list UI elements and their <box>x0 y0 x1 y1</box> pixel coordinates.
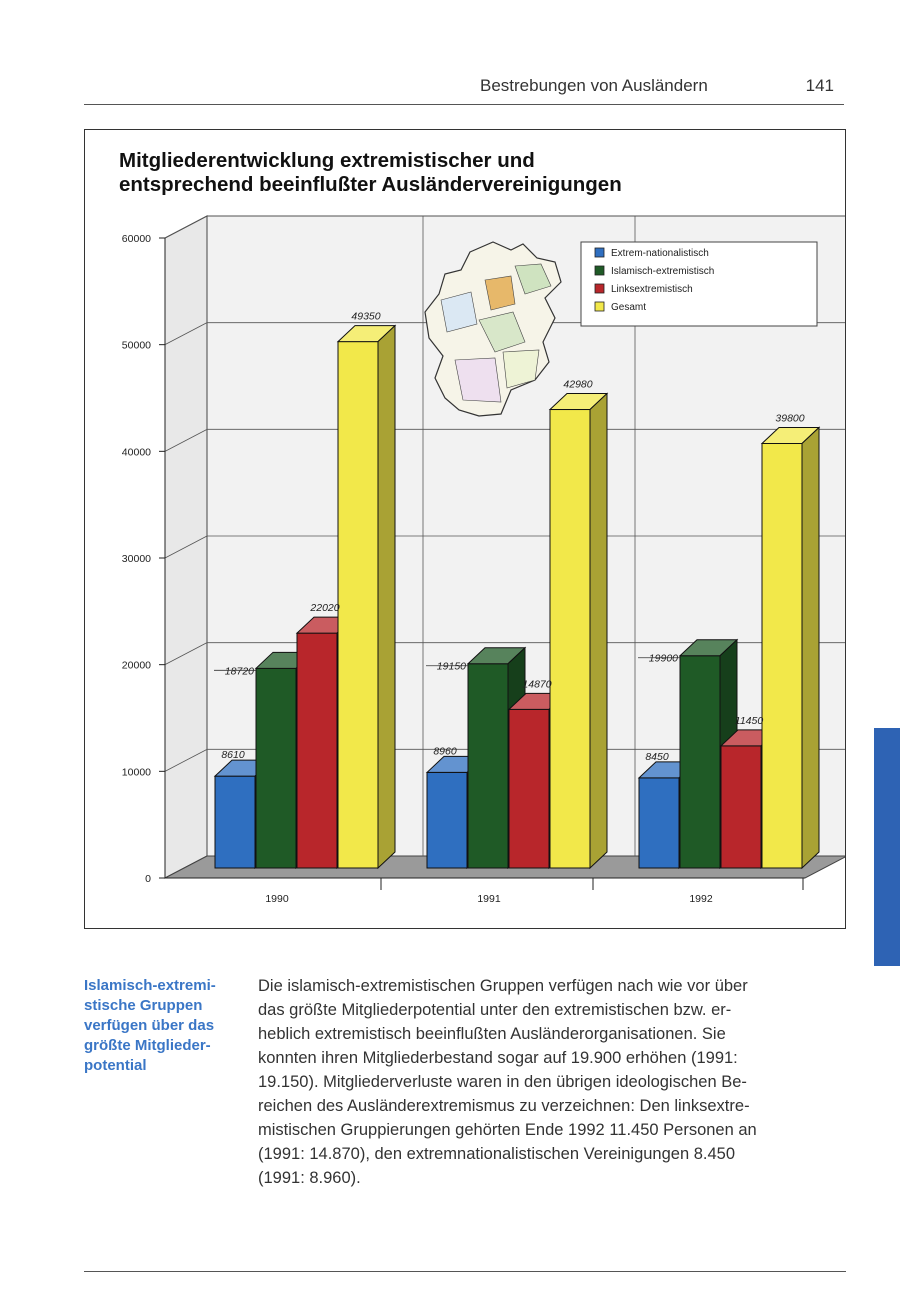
body-line: mistischen Gruppierungen gehörten Ende 1992 11.450 Personen an <box>258 1121 757 1139</box>
body-line: das größte Mitgliederpotential unter den extremistischen bzw. er- <box>258 1001 732 1019</box>
bar-side <box>590 394 607 868</box>
y-tick-label: 50000 <box>121 339 151 352</box>
legend-swatch <box>595 284 604 293</box>
running-title: Bestrebungen von Ausländern <box>480 76 708 95</box>
header-divider <box>84 104 844 105</box>
y-tick-label: 60000 <box>121 233 151 245</box>
body-line: (1991: 8.960). <box>258 1169 361 1187</box>
bar-front <box>721 746 761 868</box>
legend-label: Islamisch-extremistisch <box>611 266 715 277</box>
chart-figure <box>84 129 846 929</box>
bar-front <box>762 443 802 868</box>
data-label: 19150 <box>436 660 466 673</box>
bar-side <box>802 427 819 868</box>
y-tick-label: 30000 <box>121 553 151 565</box>
margin-note-line: potential <box>84 1057 147 1074</box>
data-label: 39800 <box>775 412 805 425</box>
legend-swatch <box>595 248 604 257</box>
bar-front <box>215 776 255 868</box>
x-tick-label: 1992 <box>689 893 713 905</box>
y-tick-label: 40000 <box>121 446 151 459</box>
body-paragraph <box>258 974 842 1190</box>
body-line: heblich extremistisch beeinflußten Ausländerorganisationen. Sie <box>258 1025 726 1043</box>
y-tick-label: 10000 <box>121 766 151 779</box>
y-tick-label: 20000 <box>121 659 151 672</box>
legend-label: Linksextremistisch <box>611 284 693 295</box>
footer-divider <box>84 1271 846 1272</box>
bar-front <box>338 342 378 868</box>
bar-side <box>378 326 395 868</box>
bar-front <box>680 656 720 868</box>
data-label: 14870 <box>522 678 552 691</box>
bar-front <box>256 668 296 868</box>
section-marker-bar <box>874 728 900 966</box>
data-label: 22020 <box>310 602 340 615</box>
legend-swatch <box>595 266 604 275</box>
chart-legend <box>581 242 817 326</box>
data-label: 19900 <box>648 652 678 665</box>
body-line: Die islamisch-extremistischen Gruppen verfügen nach wie vor über <box>258 977 748 995</box>
chart-title-line-2: entsprechend beeinflußter Ausländervereinigungen <box>119 173 622 196</box>
bar-front <box>509 709 549 868</box>
legend-label: Gesamt <box>611 302 647 313</box>
bar-front <box>468 664 508 868</box>
bar-front <box>297 633 337 868</box>
margin-note <box>84 976 236 1076</box>
data-label: 18720 <box>224 665 254 678</box>
margin-note-line: verfügen über das <box>84 1017 215 1034</box>
data-label: 8610 <box>221 749 245 762</box>
data-label: 49350 <box>351 310 381 323</box>
data-label: 11450 <box>734 714 764 727</box>
page-number: 141 <box>805 76 834 95</box>
body-line: 19.150). Mitgliederverluste waren in den übrigen ideologischen Be- <box>258 1073 747 1091</box>
body-line: reichen des Ausländerextremismus zu verzeichnen: Den linksextre- <box>258 1097 750 1115</box>
bar-front <box>427 772 467 868</box>
body-line: (1991: 14.870), den extremnationalistischen Vereinigungen 8.450 <box>258 1145 736 1163</box>
map-region <box>455 358 501 402</box>
y-tick-label: 0 <box>145 873 151 885</box>
bar-front <box>639 778 679 868</box>
legend-swatch <box>595 302 604 311</box>
page-header <box>84 76 842 100</box>
margin-note-line: Islamisch-extremi- <box>84 977 216 994</box>
data-label: 8450 <box>645 750 669 763</box>
legend-label: Extrem-nationalistisch <box>611 248 709 259</box>
margin-note-line: größte Mitglieder- <box>84 1037 211 1054</box>
x-tick-label: 1990 <box>265 893 289 905</box>
bar-chart <box>85 130 845 927</box>
x-tick-label: 1991 <box>477 893 501 905</box>
chart-title-line-1: Mitgliederentwicklung extremistischer und <box>119 149 535 172</box>
data-label: 8960 <box>433 745 457 758</box>
body-line: konnten ihren Mitgliederbestand sogar auf 19.900 erhöhen (1991: <box>258 1049 738 1067</box>
data-label: 42980 <box>563 378 593 391</box>
margin-note-line: stische Gruppen <box>84 997 203 1014</box>
bar-front <box>550 410 590 868</box>
